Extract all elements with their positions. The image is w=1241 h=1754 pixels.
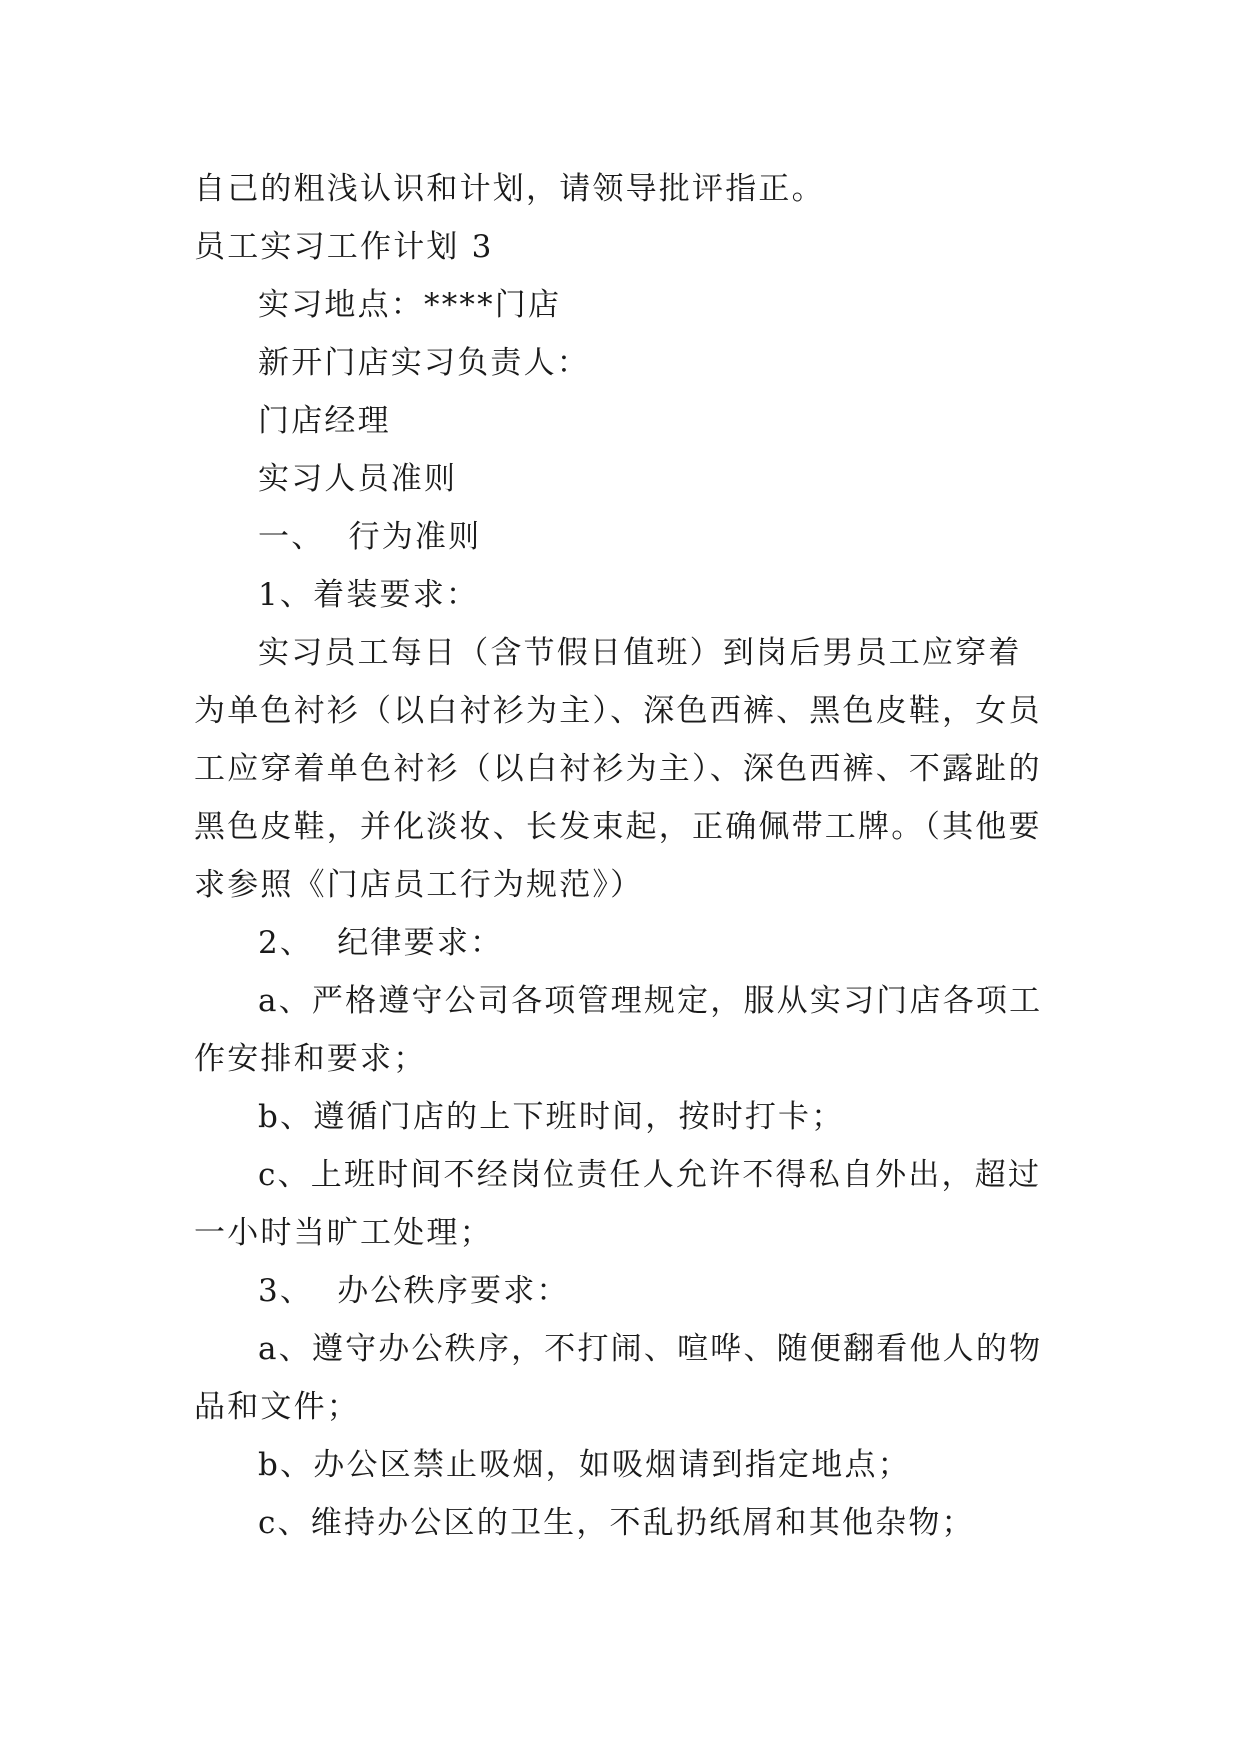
paragraph-discipline-b: b、遵循门店的上下班时间，按时打卡； [258, 1099, 845, 1135]
paragraph-intern-rules: 实习人员准则 [258, 461, 458, 497]
paragraph-closing-line: 自己的粗浅认识和计划，请领导批评指正。 [194, 171, 825, 207]
paragraph-discipline-requirements: 2、 纪律要求： [258, 925, 504, 961]
paragraph-office-c: c、维持办公区的卫生，不乱扔纸屑和其他杂物； [258, 1505, 975, 1541]
paragraph-office-order-requirements: 3、 办公秩序要求： [258, 1273, 570, 1309]
paragraph-discipline-c: c、上班时间不经岗位责任人允许不得私自外出，超过一小时当旷工处理； [194, 1157, 1042, 1251]
paragraph-behavior-rules: 一、 行为准则 [258, 519, 482, 555]
paragraph-office-b: b、办公区禁止吸烟，如吸烟请到指定地点； [258, 1447, 911, 1483]
paragraph-discipline-a: a、严格遵守公司各项管理规定，服从实习门店各项工作安排和要求； [194, 983, 1043, 1077]
paragraph-responsible-person: 新开门店实习负责人： [258, 345, 590, 381]
section-heading: 员工实习工作计划 3 [194, 229, 494, 265]
paragraph-location: 实习地点：****门店 [258, 287, 562, 323]
paragraph-store-manager: 门店经理 [258, 403, 391, 439]
document-body [194, 160, 1054, 1552]
paragraph-dress-requirements: 1、着装要求： [258, 577, 480, 613]
paragraph-dress-details: 实习员工每日（含节假日值班）到岗后男员工应穿着为单色衬衫（以白衬衫为主）、深色西裤、黑色皮鞋，女员工应穿着单色衬衫（以白衬衫为主）、深色西裤、不露趾的黑色皮鞋，并化淡妆、长发束起，正确佩带工牌。（其他要求参照《门店员工行为规范》） [194, 635, 1042, 903]
paragraph-office-a: a、遵守办公秩序，不打闹、喧哗、随便翻看他人的物品和文件； [194, 1331, 1043, 1425]
